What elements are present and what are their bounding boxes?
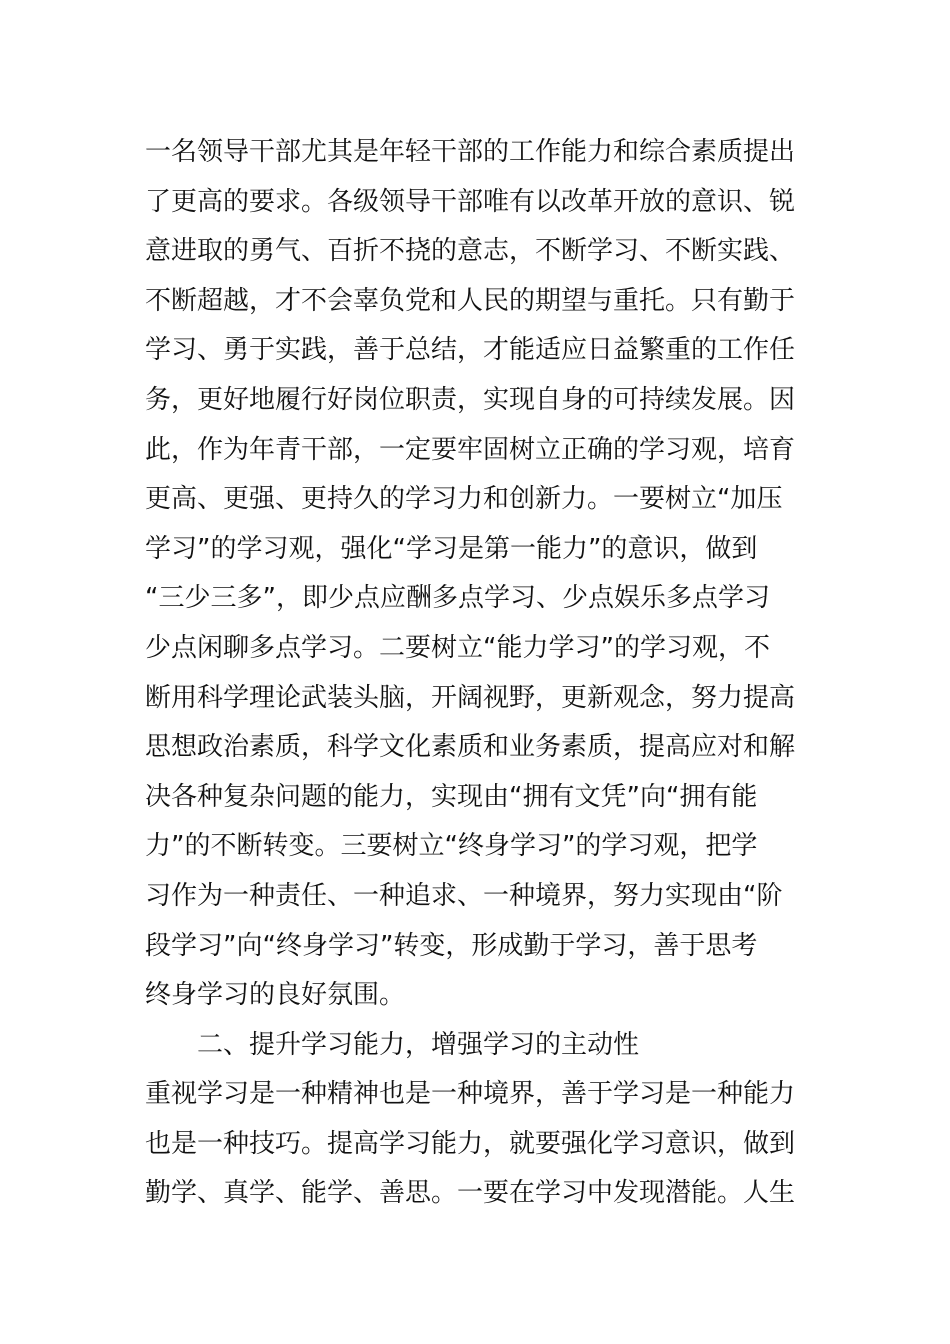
text-line: 决各种复杂问题的能力，实现由“拥有文凭”向“拥有能 [145, 781, 758, 812]
text-line: 意进取的勇气、百折不挠的意志，不断学习、不断实践、 [145, 236, 796, 267]
text-line: 力”的不断转变。三要树立“终身学习”的学习观，把学 [145, 831, 758, 862]
text-line: 此，作为年青干部，一定要牢固树立正确的学习观，培育 [145, 434, 796, 465]
text-line: 一名领导干部尤其是年轻干部的工作能力和综合素质提出 [145, 137, 796, 167]
text-line: 少点闲聊多点学习。二要树立“能力学习”的学习观，不 [145, 632, 770, 663]
text-line: 段学习”向“终身学习”转变，形成勤于学习，善于思考 [145, 930, 758, 961]
text-line: 务，更好地履行好岗位职责，实现自身的可持续发展。因 [145, 384, 796, 415]
section-heading: 二、提升学习能力，增强学习的主动性 [197, 1029, 640, 1060]
text-line: 断用科学理论武装头脑，开阔视野，更新观念，努力提高 [145, 682, 796, 713]
text-line: 学习、勇于实践，善于总结，才能适应日益繁重的工作任 [145, 335, 796, 366]
text-line: 学习”的学习观，强化“学习是第一能力”的意识，做到 [145, 533, 758, 564]
text-line: 更高、更强、更持久的学习力和创新力。一要树立“加压 [145, 484, 783, 515]
text-line: 习作为一种责任、一种追求、一种境界，努力实现由“阶 [145, 880, 783, 911]
text-line: 勤学、真学、能学、善思。一要在学习中发现潜能。人生 [145, 1178, 796, 1209]
text-line: 不断超越，才不会辜负党和人民的期望与重托。只有勤于 [145, 285, 796, 316]
text-line: 终身学习的良好氛围。 [145, 980, 406, 1011]
text-line: 思想政治素质，科学文化素质和业务素质，提高应对和解 [145, 732, 796, 763]
text-line: “三少三多”，即少点应酬多点学习、少点娱乐多点学习 [145, 583, 770, 614]
document-body [145, 128, 825, 1219]
text-line: 重视学习是一种精神也是一种境界，善于学习是一种能力 [145, 1079, 796, 1110]
text-line: 也是一种技巧。提高学习能力，就要强化学习意识，做到 [145, 1128, 796, 1159]
text-line: 了更高的要求。各级领导干部唯有以改革开放的意识、锐 [145, 186, 796, 217]
